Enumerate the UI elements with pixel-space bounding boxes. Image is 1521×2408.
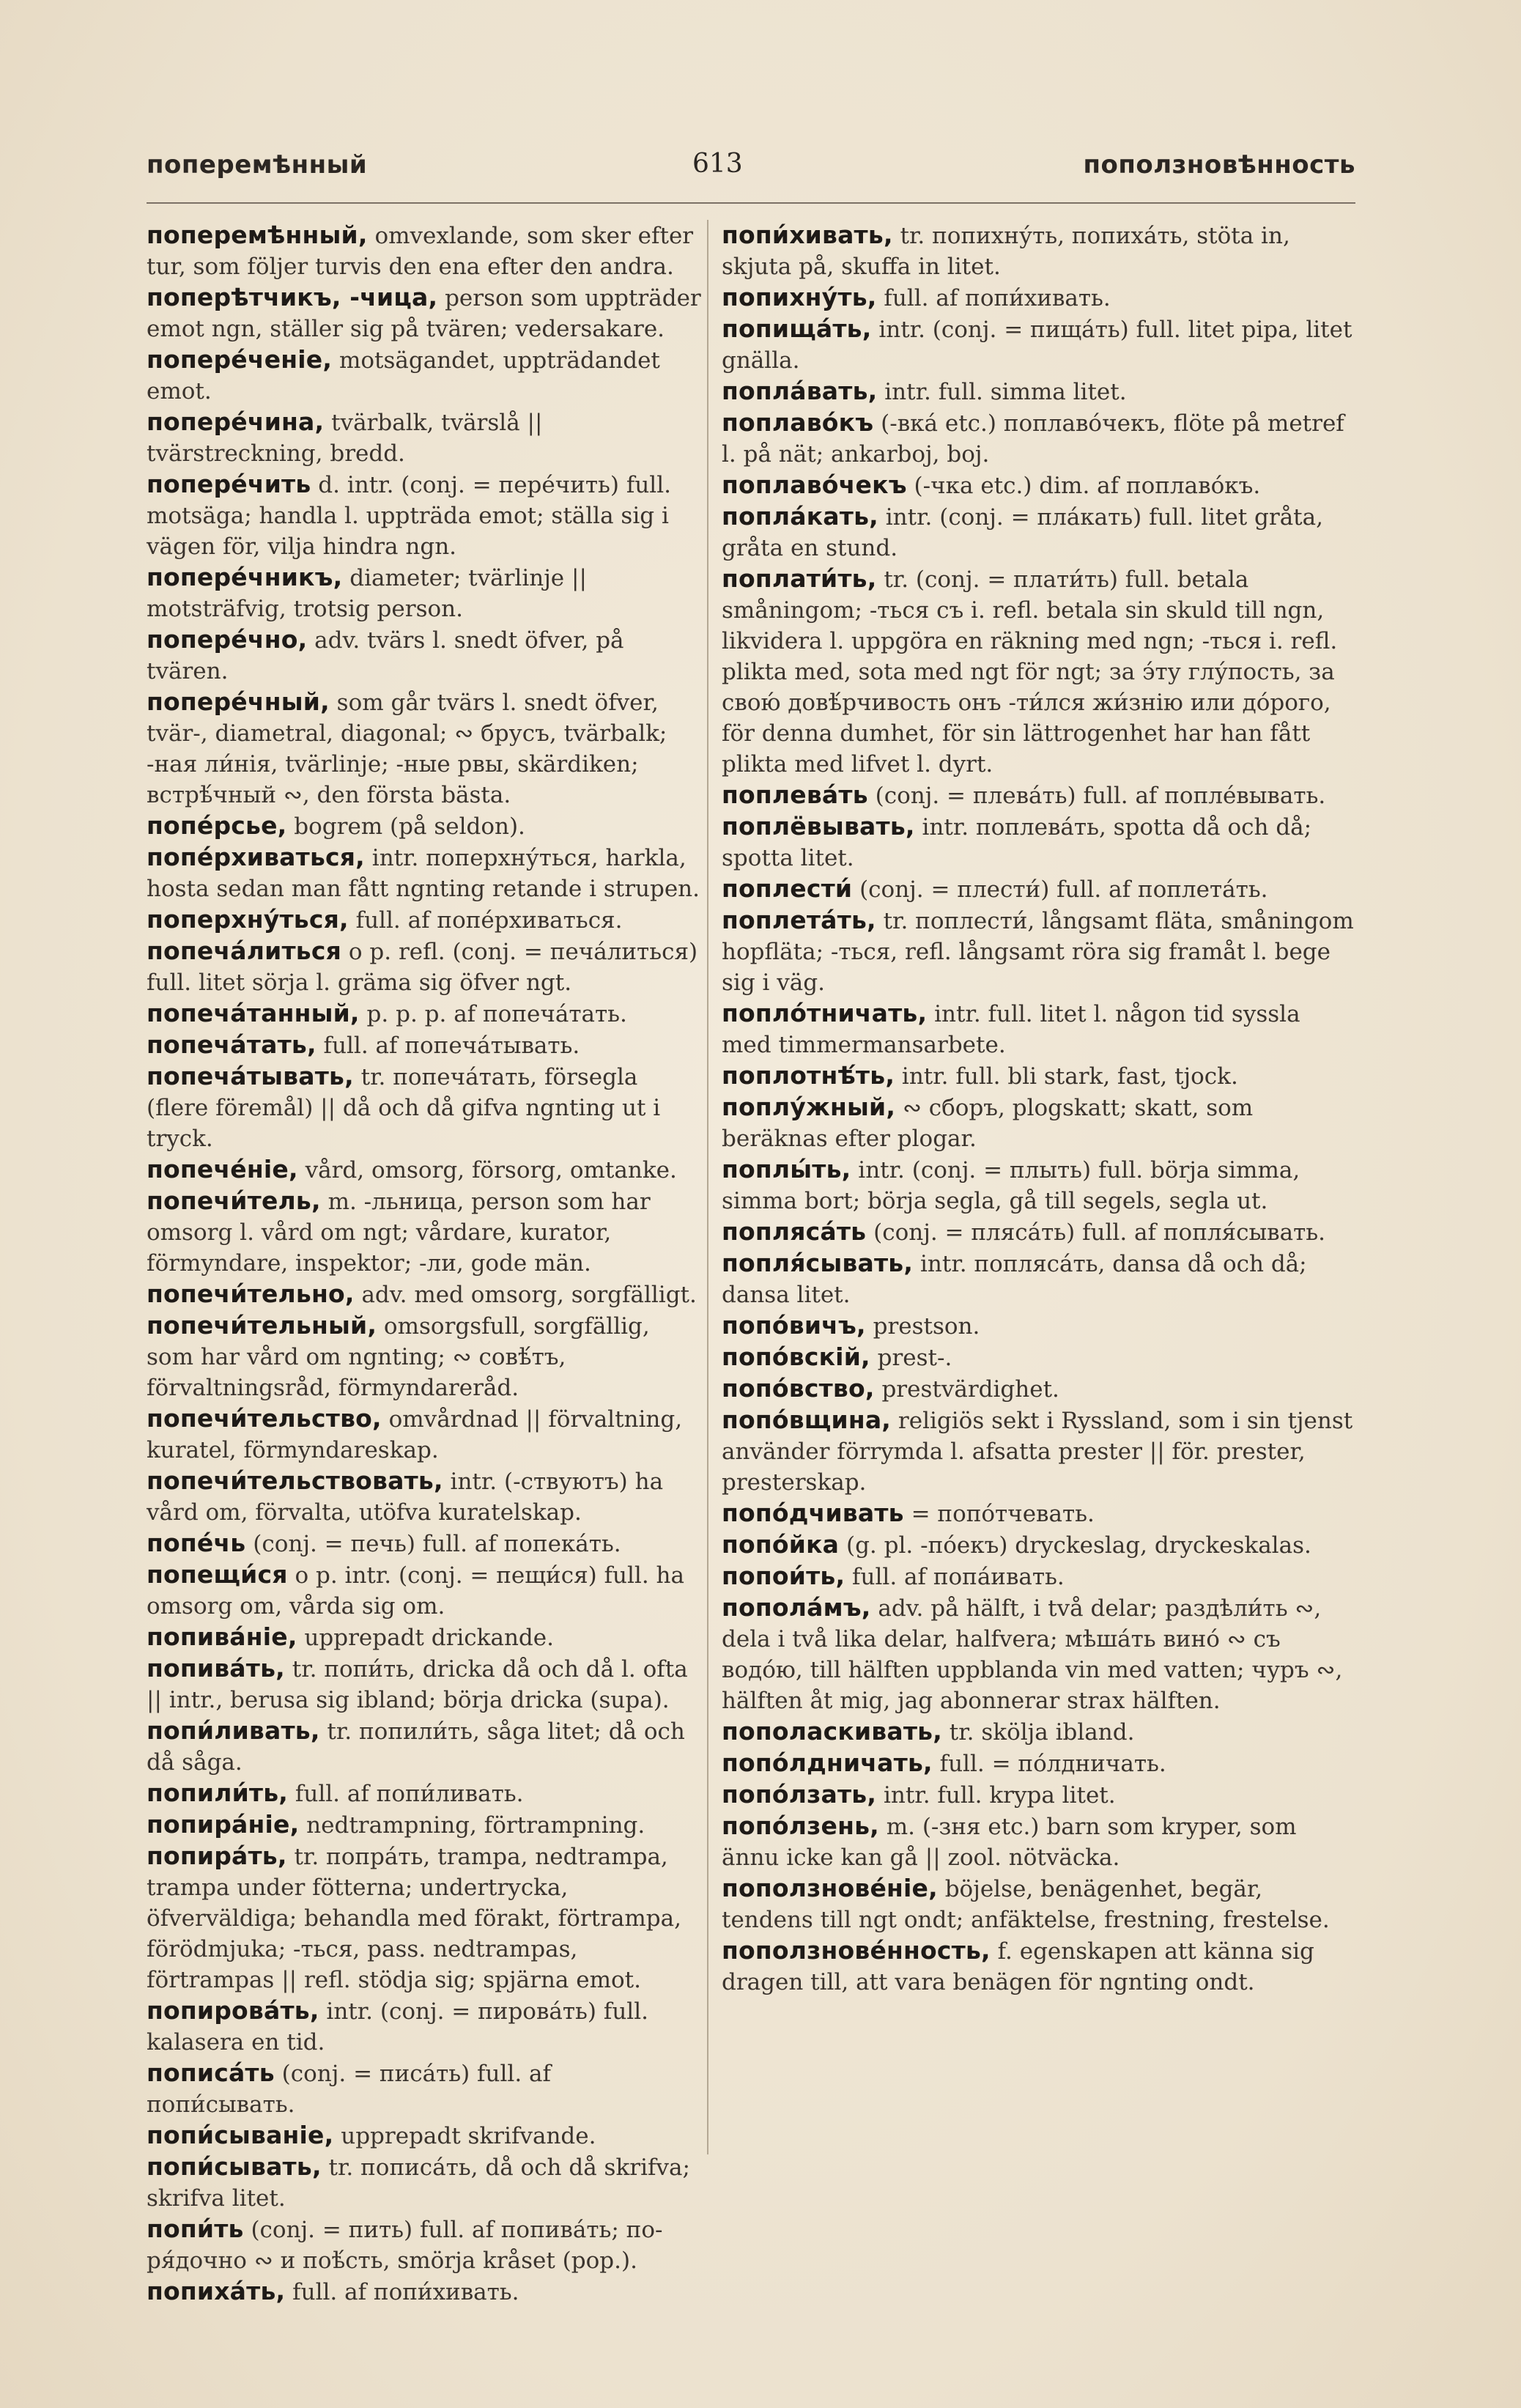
dictionary-entry: [722, 407, 1355, 470]
entry-definition: adv. på hälft, i två delar; раздѣли́ть ∾, dela i två lika delar, halfvera; мѣша́ть вино́ ∾ съ водо́ю, till hälften uppblanda vin med vatten; чуръ ∾, hälften åt mig, jag abonnerar strax hälften.: [722, 1595, 1343, 1714]
dictionary-entry: [722, 1561, 1355, 1592]
dictionary-entry: [722, 1529, 1355, 1561]
running-head-right: поползновѣнность: [1083, 150, 1355, 180]
dictionary-entry: [147, 998, 703, 1030]
entry-headword: попла́вать,: [722, 377, 878, 405]
entry-headword: попира́ніе,: [147, 1810, 300, 1839]
entry-headword: поперѣтчикъ, -чица,: [147, 283, 438, 311]
entry-definition: ∾ сборъ, plogskatt; skatt, som beräknas efter plogar.: [722, 1095, 1254, 1152]
entry-definition: tr. поплести́, långsamt fläta, småningom hopfläta; -ться, refl. långsamt röra sig framåt l. bege sig i väg.: [722, 908, 1354, 996]
dictionary-entry: [722, 501, 1355, 564]
entry-definition: tvärbalk, tvärslå || tvärstreckning, bredd.: [147, 410, 543, 467]
entry-headword: попи́ть: [147, 2215, 244, 2243]
entry-headword: попиха́ть,: [147, 2277, 286, 2305]
entry-definition: intr. (conj. = плыть) full. börja simma, simma bort; börja segla, gå till segels, segla ut.: [722, 1157, 1300, 1214]
entry-headword: поплы́ть,: [722, 1155, 851, 1183]
entry-definition: tr. skölja ibland.: [941, 1719, 1135, 1746]
entry-definition: full. af попи́ливать.: [288, 1781, 524, 1807]
entry-headword: попе́чь: [147, 1529, 246, 1557]
entry-definition: full. af попи́хивать.: [285, 2279, 519, 2305]
dictionary-entry: [147, 407, 703, 469]
dictionary-entry: [147, 1403, 703, 1466]
dictionary-entry: [147, 1186, 703, 1279]
entry-definition: (conj. = пляса́ть) full. af попля́сывать.: [866, 1219, 1325, 1246]
page-number: 613: [692, 149, 743, 179]
dictionary-entry: [722, 1873, 1355, 1935]
dictionary-entry: [722, 1935, 1355, 1998]
dictionary-entry: [722, 811, 1355, 874]
entry-headword: поплева́ть: [722, 780, 868, 809]
entry-definition: o p. intr. (conj. = пещи́ся) full. ha omsorg om, vårda sig om.: [147, 1562, 685, 1620]
dictionary-entry: [147, 1841, 703, 1995]
entry-headword: пописа́ть: [147, 2058, 275, 2087]
entry-definition: diameter; tvärlinje || motsträfvig, trotsig person.: [147, 565, 587, 622]
entry-definition: f. egenskapen att känna sig dragen till, att vara benägen för ngnting ondt.: [722, 1938, 1314, 1995]
dictionary-entry: [722, 874, 1355, 905]
entry-definition: intr. full. litet l. någon tid syssla med timmermansarbete.: [722, 1001, 1300, 1058]
entry-definition: (conj. = печь) full. af попека́ть.: [245, 1531, 621, 1557]
column-divider: [707, 220, 708, 2154]
dictionary-entry: [722, 998, 1355, 1060]
entry-definition: m. -льница, person som har omsorg l. vård om ngt; vårdare, kurator, förmyndare, inspektor; -ли, gode män.: [147, 1189, 651, 1277]
entry-headword: попере́чникъ,: [147, 563, 343, 591]
dictionary-entry: [722, 564, 1355, 780]
page-header: [147, 150, 1355, 194]
entry-headword: попо́дчивать: [722, 1499, 904, 1527]
left-column: [147, 220, 703, 2308]
dictionary-entry: [147, 2276, 703, 2308]
entry-definition: intr. full. simma litet.: [877, 379, 1127, 405]
entry-headword: попе́рсье,: [147, 811, 287, 840]
entry-definition: full. = по́лдничать.: [932, 1751, 1166, 1777]
dictionary-entry: [722, 376, 1355, 407]
dictionary-entry: [147, 1715, 703, 1778]
entry-headword: попеча́танный,: [147, 999, 360, 1027]
dictionary-entry: [147, 2120, 703, 2152]
entry-headword: попеча́тывать,: [147, 1062, 354, 1090]
dictionary-entry: [147, 562, 703, 624]
entry-definition: o p. refl. (conj. = печа́литься) full. litet sörja l. gräma sig öfver ngt.: [147, 939, 698, 996]
entry-headword: поплу́жный,: [722, 1093, 896, 1121]
entry-headword: попили́ть,: [147, 1779, 289, 1807]
entry-headword: попо́лдничать,: [722, 1748, 933, 1777]
entry-definition: prest-.: [870, 1345, 952, 1371]
dictionary-entry: [147, 936, 703, 998]
entry-definition: (-вка́ etc.) поплаво́чекъ, flöte på metref l. på nät; ankarboj, boj.: [722, 410, 1344, 468]
entry-headword: попеча́тать,: [147, 1030, 317, 1059]
dictionary-entry: [722, 1779, 1355, 1811]
dictionary-entry: [722, 1498, 1355, 1529]
entry-definition: intr. поперхну́ться, harkla, hosta sedan man fått ngnting retande i strupen.: [147, 845, 700, 902]
entry-headword: поплета́ть,: [722, 906, 876, 934]
dictionary-entry: [722, 1592, 1355, 1716]
entry-definition: motsägandet, uppträdandet emot.: [147, 347, 660, 405]
entry-definition: (conj. = пить) full. af попива́ть; по-ря́дочно ∾ и поѣ́сть, smörja kråset (pop.).: [147, 2217, 663, 2274]
entry-definition: (-чка etc.) dim. af поплаво́къ.: [906, 473, 1261, 499]
dictionary-entry: [722, 1310, 1355, 1342]
dictionary-entry: [147, 1653, 703, 1715]
dictionary-entry: [722, 1342, 1355, 1373]
header-rule: [147, 202, 1355, 204]
entry-headword: попива́ніе,: [147, 1622, 297, 1651]
entry-definition: vård, omsorg, försorg, omtanke.: [297, 1157, 677, 1183]
dictionary-entry: [722, 1154, 1355, 1216]
dictionary-entry: [147, 344, 703, 407]
dictionary-entry: [722, 1092, 1355, 1154]
entry-definition: upprepadt skrifvande.: [333, 2123, 596, 2149]
entry-headword: поплести́: [722, 874, 853, 903]
entry-headword: попо́лзень,: [722, 1811, 879, 1840]
entry-definition: tr. (conj. = плати́ть) full. betala småningom; -ться съ i. refl. betala sin skuld till ngn, likvidera l. uppgöra en räkning med ngn; -ться i. refl. plikta med, sota med ngt för ngt; за э́ту глу́пость, за свою́ довѣ́рчивость онъ -ти́лся жи́знію или до́рого, för denna dumhet, för sin lättrogenhet har han fått plikta med lifvet l. dyrt.: [722, 566, 1338, 778]
entry-definition: tr. попра́ть, trampa, nedtrampa, trampa under fötterna; undertrycka, öfverväldiga; behandla med förakt, förtrampa, förödmjuka; -ться, pass. nedtrampas, förtrampas || refl. stödja sig; spjärna emot.: [147, 1844, 681, 1993]
entry-definition: intr. full. krypa litet.: [876, 1782, 1116, 1809]
dictionary-entry: [722, 1716, 1355, 1748]
dictionary-entry: [147, 810, 703, 842]
entry-definition: tr. попи́ть, dricka då och då l. ofta || intr., berusa sig ibland; börja dricka (supa).: [147, 1656, 688, 1713]
entry-definition: full. af попа́ивать.: [845, 1564, 1065, 1590]
dictionary-entry: [147, 2214, 703, 2276]
dictionary-entry: [147, 1622, 703, 1653]
entry-headword: поползнове́нность,: [722, 1936, 991, 1965]
entry-headword: попира́ть,: [147, 1842, 287, 1870]
entry-definition: religiös sekt i Ryssland, som i sin tjenst använder förrymda l. afsatta prester || för. prester, presterskap.: [722, 1408, 1353, 1496]
dictionary-entry: [722, 1060, 1355, 1092]
entry-headword: попляса́ть: [722, 1217, 867, 1246]
dictionary-entry: [147, 904, 703, 936]
entry-definition: d. intr. (conj. = пере́чить) full. motsäga; handla l. uppträda emot; ställa sig i vägen för, vilja hindra ngn.: [147, 472, 671, 560]
entry-headword: попере́ченіе,: [147, 345, 333, 374]
dictionary-entry: [147, 1310, 703, 1403]
dictionary-entry: [147, 1559, 703, 1622]
dictionary-entry: [722, 314, 1355, 376]
entry-definition: omsorgsfull, sorgfällig, som har vård om ngnting; ∾ совѣ́тъ, förvaltningsråd, förmyndareråd.: [147, 1313, 650, 1401]
dictionary-entry: [722, 905, 1355, 998]
entry-definition: (g. pl. -по́екъ) dryckeslag, dryckeskalas.: [839, 1532, 1311, 1559]
entry-headword: попи́сываніе,: [147, 2121, 334, 2149]
dictionary-entry: [147, 687, 703, 810]
entry-headword: попечи́тель,: [147, 1186, 321, 1215]
entry-headword: поплёвывать,: [722, 812, 915, 841]
entry-headword: попо́йка: [722, 1530, 840, 1559]
entry-definition: som går tvärs l. snedt öfver, tvär-, diametral, diagonal; ∾ брусъ, tvärbalk; -ная ли́нія, tvärlinje; -ные рвы, skärdiken; встрѣ́чный ∾, den första bästa.: [147, 690, 667, 808]
entry-definition: böjelse, benägenhet, begär, tendens till ngt ondt; anfäktelse, frestning, frestelse.: [722, 1876, 1330, 1933]
entry-headword: попои́ть,: [722, 1562, 845, 1590]
entry-headword: попла́кать,: [722, 502, 878, 531]
entry-definition: prestvärdighet.: [874, 1376, 1059, 1403]
dictionary-entry: [147, 1279, 703, 1310]
dictionary-entry: [722, 1748, 1355, 1779]
entry-headword: попечи́тельство,: [147, 1404, 382, 1433]
entry-headword: попо́вщина,: [722, 1406, 892, 1434]
entry-definition: (conj. = плести́) full. af поплета́ть.: [852, 876, 1268, 903]
dictionary-entry: [722, 220, 1355, 282]
dictionary-entry: [722, 1373, 1355, 1405]
dictionary-entry: [147, 2152, 703, 2214]
entry-definition: intr. full. bli stark, fast, tjock.: [895, 1063, 1238, 1090]
entry-headword: пополаскивать,: [722, 1717, 942, 1746]
entry-definition: full. af попеча́тывать.: [316, 1033, 580, 1059]
entry-definition: omvexlande, som sker efter tur, som följer turvis den ena efter den andra.: [147, 223, 694, 280]
entry-definition: tr. попеча́тать, försegla (flere föremål) || då och då gifva ngnting ut i tryck.: [147, 1064, 661, 1152]
entry-headword: попече́ніе,: [147, 1155, 298, 1183]
entry-headword: попере́чина,: [147, 407, 325, 436]
entry-headword: попечи́тельствовать,: [147, 1466, 443, 1495]
entry-headword: попихну́ть,: [722, 283, 877, 311]
entry-definition: intr. (conj. = пища́ть) full. litet pipa, litet gnälla.: [722, 317, 1352, 374]
entry-headword: попо́лзать,: [722, 1780, 877, 1809]
right-column: [722, 220, 1355, 1998]
entry-definition: intr. (conj. = пла́кать) full. litet gråta, gråta en stund.: [722, 504, 1323, 561]
entry-headword: поплотнѣ́ть,: [722, 1061, 895, 1090]
entry-headword: попола́мъ,: [722, 1593, 871, 1622]
entry-definition: p. p. p. af попеча́тать.: [359, 1001, 627, 1027]
entry-definition: = попо́тчевать.: [903, 1501, 1095, 1527]
entry-headword: попища́ть,: [722, 314, 872, 343]
entry-definition: tr. пописа́ть, då och då skrifva; skrifva litet.: [147, 2154, 690, 2212]
entry-headword: поперемѣнный,: [147, 221, 368, 249]
entry-definition: full. af попи́хивать.: [876, 285, 1111, 311]
entry-headword: попере́чный,: [147, 687, 330, 716]
entry-headword: попи́ливать,: [147, 1716, 320, 1745]
entry-headword: поползнове́ніе,: [722, 1874, 938, 1902]
entry-definition: intr. (-ствуютъ) ha vård om, förvalta, utöfva kuratelskap.: [147, 1469, 664, 1526]
entry-headword: поплаво́чекъ: [722, 470, 907, 499]
dictionary-entry: [147, 624, 703, 687]
entry-headword: попере́чить: [147, 470, 311, 498]
entry-headword: попива́ть,: [147, 1654, 285, 1683]
dictionary-entry: [147, 220, 703, 282]
entry-definition: adv. med omsorg, sorgfälligt.: [354, 1282, 697, 1308]
entry-definition: intr. попляса́ть, dansa då och då; dansa litet.: [722, 1251, 1307, 1308]
dictionary-entry: [147, 1809, 703, 1841]
entry-headword: попля́сывать,: [722, 1249, 914, 1277]
entry-definition: bogrem (på seldon).: [286, 813, 525, 840]
entry-headword: попеча́литься: [147, 937, 342, 965]
entry-definition: upprepadt drickande.: [297, 1625, 554, 1651]
entry-definition: adv. tvärs l. snedt öfver, på tvären.: [147, 627, 624, 684]
entry-definition: m. (-зня etc.) barn som kryper, som ännu icke kan gå || zool. nötväcka.: [722, 1814, 1297, 1871]
entry-headword: попи́хивать,: [722, 221, 893, 249]
dictionary-entry: [722, 1248, 1355, 1310]
dictionary-entry: [722, 1216, 1355, 1248]
entry-headword: попере́чно,: [147, 625, 308, 654]
entry-definition: intr. поплева́ть, spotta då och då; spotta litet.: [722, 814, 1312, 871]
entry-headword: поплати́ть,: [722, 564, 877, 593]
entry-headword: попирова́ть,: [147, 1996, 319, 2025]
entry-definition: tr. попили́ть, såga litet; då och då såga.: [147, 1718, 685, 1776]
entry-headword: попечи́тельно,: [147, 1279, 355, 1308]
entry-definition: tr. попихну́ть, попиха́ть, stöta in, skjuta på, skuffa in litet.: [722, 223, 1290, 280]
entry-definition: nedtrampning, förtrampning.: [299, 1812, 645, 1839]
entry-definition: (conj. = плева́ть) full. af попле́вывать.: [867, 783, 1326, 809]
entry-definition: omvårdnad || förvaltning, kuratel, förmyndareskap.: [147, 1406, 683, 1463]
dictionary-entry: [147, 1466, 703, 1528]
entry-headword: поперхну́ться,: [147, 905, 349, 934]
entry-headword: попечи́тельный,: [147, 1311, 377, 1340]
entry-headword: поплаво́къ: [722, 408, 874, 437]
dictionary-entry: [147, 842, 703, 904]
running-head-left: поперемѣнный: [147, 150, 368, 180]
entry-headword: попо́вскій,: [722, 1343, 870, 1371]
dictionary-entry: [147, 1030, 703, 1061]
dictionary-entry: [722, 282, 1355, 314]
dictionary-entry: [147, 469, 703, 562]
dictionary-entry: [722, 1405, 1355, 1498]
dictionary-entry: [147, 1154, 703, 1186]
entry-definition: (conj. = писа́ть) full. af попи́сывать.: [147, 2061, 551, 2118]
dictionary-entry: [147, 282, 703, 344]
entry-headword: попло́тничать,: [722, 999, 928, 1027]
dictionary-entry: [722, 470, 1355, 501]
entry-definition: full. af попе́рхиваться.: [348, 907, 623, 934]
dictionary-entry: [147, 1995, 703, 2058]
entry-headword: попо́вичъ,: [722, 1311, 866, 1340]
entry-headword: попещи́ся: [147, 1560, 288, 1589]
entry-headword: попи́сывать,: [147, 2152, 322, 2181]
dictionary-entry: [147, 1528, 703, 1559]
entry-definition: intr. (conj. = пирова́ть) full. kalasera en tid.: [147, 1998, 648, 2056]
dictionary-entry: [147, 2058, 703, 2120]
dictionary-entry: [147, 1778, 703, 1809]
dictionary-entry: [722, 780, 1355, 811]
entry-definition: person som uppträder emot ngn, ställer sig på tvären; vedersakare.: [147, 285, 701, 342]
dictionary-entry: [147, 1061, 703, 1154]
entry-headword: попе́рхиваться,: [147, 843, 365, 871]
entry-headword: попо́вство,: [722, 1374, 875, 1403]
entry-definition: prestson.: [865, 1313, 980, 1340]
dictionary-entry: [722, 1811, 1355, 1873]
